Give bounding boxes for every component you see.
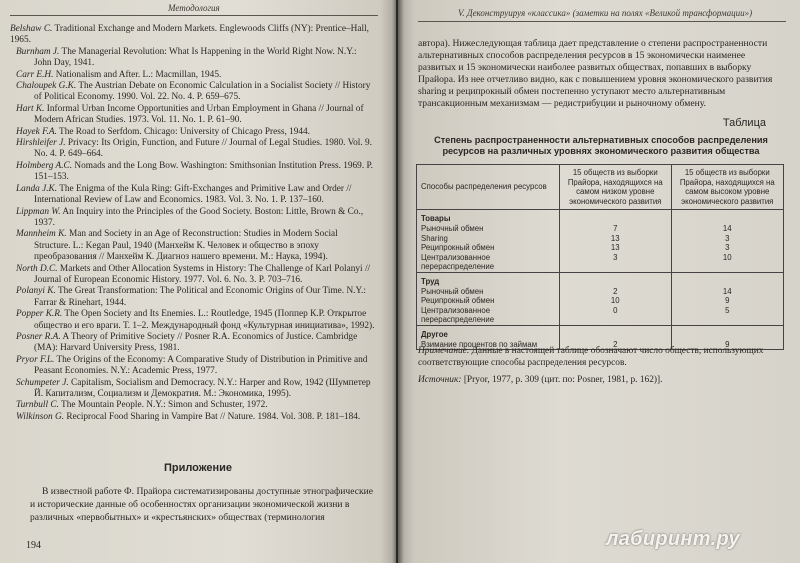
row-label: Реципрокный обмен bbox=[417, 296, 560, 306]
reference-text: The Austrian Debate on Economic Calculation in a Socialist Society // History of Political Economy. 1990. Vol. 22. No. 4. P. 659–675. bbox=[34, 81, 371, 103]
reference-entry bbox=[10, 127, 376, 138]
reference-entry bbox=[10, 47, 376, 70]
reference-text: The Mountain People. N.Y.: Simon and Schuster, 1972. bbox=[61, 400, 268, 411]
intro-paragraph: автора). Нижеследующая таблица дает представление о степени распространенности альтернативных способов распределения ресурсов в 15 экономически наименее развитых и 15 экономически наиболее развитых обществах, попавших в выборку Прайора. Из нее отчетливо видно, как с повышением уровня экономического развития sharing и реципрокный обмен постепенно уступают место альтернативным трансакционным механизмам — редистрибуции и рыночному обмену. bbox=[418, 38, 773, 109]
value-low: 10 bbox=[560, 296, 672, 306]
table-title: Степень распространенности альтернативных способов распределения ресурсов на различных уровнях экономического развития общества bbox=[434, 135, 768, 156]
table-group-row bbox=[417, 325, 784, 339]
reference-text: Capitalism, Socialism and Democracy. N.Y.: Harper and Row, 1942 (Шумпетер Й. Капитализм, Социализм и Демократия. М.: Экономика, 1995). bbox=[34, 377, 371, 399]
value-low: 0 bbox=[560, 306, 672, 326]
row-label: Взимание процентов по займам bbox=[417, 340, 560, 350]
appendix-title: Приложение bbox=[163, 462, 233, 474]
row-label: Централизованное перераспределение bbox=[417, 306, 560, 326]
column-header: Способы распределения ресурсов bbox=[417, 165, 560, 210]
table-cell bbox=[671, 325, 783, 339]
header-rule bbox=[10, 15, 378, 16]
row-label: Реципрокный обмен bbox=[417, 243, 560, 253]
distribution-table bbox=[416, 164, 784, 350]
table-row bbox=[417, 224, 784, 234]
book-gutter bbox=[392, 0, 404, 563]
table-row bbox=[417, 306, 784, 326]
reference-author: Burnham J. bbox=[16, 46, 60, 57]
table-group-row bbox=[417, 272, 784, 286]
reference-text: An Inquiry into the Principles of the Good Society. Boston: Little, Brown & Co., 1937. bbox=[34, 206, 364, 228]
group-label: Товары bbox=[417, 210, 560, 224]
reference-entry bbox=[10, 264, 376, 287]
source-label: Источник: bbox=[418, 375, 462, 385]
table-note bbox=[418, 346, 782, 369]
table-cell bbox=[560, 325, 672, 339]
row-label: Sharing bbox=[417, 234, 560, 244]
running-head-right: V. Деконструируя «классика» (заметки на полях «Великой трансформации») bbox=[458, 8, 753, 18]
reference-entry bbox=[10, 24, 376, 47]
reference-author: Carr E.H. bbox=[16, 69, 54, 80]
reference-entry bbox=[10, 378, 376, 401]
value-high: 10 bbox=[671, 253, 783, 273]
reference-author: Lippman W. bbox=[16, 206, 61, 217]
reference-author: Schumpeter J. bbox=[16, 377, 69, 388]
reference-author: Posner R.A. bbox=[16, 331, 61, 342]
running-head-left: Методология bbox=[168, 3, 220, 13]
table-cell bbox=[671, 210, 783, 224]
row-label: Централизованное перераспределение bbox=[417, 253, 560, 273]
reference-text: The Great Transformation: The Political and Economic Origins of Our Time. N.Y.: Farrar & Rinehart, 1944. bbox=[34, 286, 366, 308]
table-row bbox=[417, 287, 784, 297]
table-row bbox=[417, 296, 784, 306]
reference-author: Hayek F.A. bbox=[16, 126, 57, 137]
reference-entry bbox=[10, 184, 376, 207]
reference-entry bbox=[10, 104, 376, 127]
reference-author: Turnbull C. bbox=[16, 400, 59, 411]
value-high: 14 bbox=[671, 287, 783, 297]
table-row bbox=[417, 243, 784, 253]
column-header: 15 обществ из выборки Прайора, находящихся на самом низком уровне экономического развития bbox=[560, 165, 672, 210]
header-rule bbox=[418, 21, 786, 22]
table-cell bbox=[560, 210, 672, 224]
reference-author: Hart K. bbox=[16, 103, 45, 114]
reference-entry bbox=[10, 412, 376, 423]
value-low: 13 bbox=[560, 234, 672, 244]
row-label: Рыночный обмен bbox=[417, 287, 560, 297]
reference-text: Informal Urban Income Opportunities and Urban Employment in Ghana // Journal of Modern African Studies. 1973. Vol. 11. No. 1. P. 61–90. bbox=[34, 103, 364, 126]
reference-text: The Open Society and Its Enemies. L.: Routledge, 1945 (Поппер К.Р. Открытое общество и его враги. Т. 1–2. Международный фонд «Культурная инициатива», 1992). bbox=[34, 309, 375, 331]
reference-entry bbox=[10, 286, 376, 309]
reference-text: The Road to Serfdom. Chicago: University of Chicago Press, 1944. bbox=[59, 126, 311, 137]
reference-text: The Managerial Revolution: What Is Happening in the World Right Now. N.Y.: John Day, 1941. bbox=[34, 46, 357, 69]
column-header: 15 обществ из выборки Прайора, находящихся на самом высоком уровне экономического развития bbox=[671, 165, 783, 210]
reference-list bbox=[10, 24, 376, 423]
table-group-row bbox=[417, 210, 784, 224]
reference-entry bbox=[10, 70, 376, 81]
group-label: Другое bbox=[417, 325, 560, 339]
reference-entry bbox=[10, 309, 376, 332]
reference-author: Holmberg A.C. bbox=[16, 160, 73, 171]
value-high: 3 bbox=[671, 243, 783, 253]
reference-text: Man and Society in an Age of Reconstruction: Studies in Modern Social Structure. L.: Kegan Paul, 1940 (Манхейм К. Человек и общество в эпоху преобразования // Манхейм К. Диагноз нашего времени. М.: Наука, 1994). bbox=[34, 229, 338, 263]
row-label: Рыночный обмен bbox=[417, 224, 560, 234]
source-text: [Pryor, 1977, p. 309 (цит. по: Posner, 1981, p. 162)]. bbox=[463, 375, 663, 385]
reference-author: Chaloupek G.K. bbox=[16, 81, 77, 92]
reference-author: Popper K.R. bbox=[16, 309, 63, 320]
reference-text: Nomads and the Long Bow. Washington: Smithsonian Institution Press. 1969. P. 151–153. bbox=[34, 160, 373, 183]
value-low: 7 bbox=[560, 224, 672, 234]
reference-text: The Origins of the Economy: A Comparative Study of Distribution in Primitive and Peasant Economies. N.Y.: Academic Press, 1977. bbox=[34, 354, 368, 377]
reference-author: North D.C. bbox=[16, 263, 58, 274]
value-low: 2 bbox=[560, 287, 672, 297]
reference-text: A Theory of Primitive Society // Posner R.A. Economics of Justice. Cambridge (MA): Harvard University Press, 1981. bbox=[34, 331, 358, 354]
table-row bbox=[417, 253, 784, 273]
value-low: 3 bbox=[560, 253, 672, 273]
reference-author: Hirshleifer J. bbox=[16, 138, 66, 149]
reference-author: Polanyi K. bbox=[16, 286, 56, 297]
group-label: Труд bbox=[417, 272, 560, 286]
value-low: 2 bbox=[560, 340, 672, 350]
reference-text: Nationalism and After. L.: Macmillan, 1945. bbox=[55, 69, 222, 80]
appendix-text: В известной работе Ф. Прайора систематизированы доступные этнографические и исторические данные об особенностях организации экономической жизни в различных «первобытных» и «крестьянских» обществах (терминология bbox=[30, 486, 374, 523]
reference-entry bbox=[10, 400, 376, 411]
reference-text: Traditional Exchange and Modern Markets. Englewoods Cliffs (NY): Prentice–Hall, 1965. bbox=[10, 24, 369, 46]
value-high: 5 bbox=[671, 306, 783, 326]
table-header-row bbox=[417, 165, 784, 210]
value-high: 9 bbox=[671, 340, 783, 350]
table-cell bbox=[560, 272, 672, 286]
table-source bbox=[418, 375, 782, 385]
value-high: 3 bbox=[671, 234, 783, 244]
reference-author: Wilkinson G. bbox=[16, 411, 65, 422]
reference-entry bbox=[10, 81, 376, 104]
reference-author: Belshaw C. bbox=[10, 24, 53, 34]
left-page bbox=[0, 0, 396, 563]
note-text: Данные в настоящей таблице обозначают число обществ, использующих соответствующие способы распределения ресурсов. bbox=[418, 346, 764, 368]
table-row bbox=[417, 234, 784, 244]
reference-entry bbox=[10, 229, 376, 263]
reference-entry bbox=[10, 138, 376, 161]
value-low: 13 bbox=[560, 243, 672, 253]
reference-entry bbox=[10, 332, 376, 355]
reference-text: The Enigma of the Kula Ring: Gift-Exchanges and Primitive Law and Order // International Review of Law and Economics. 1983. Vol. 3. No. 1. P. 137–160. bbox=[34, 183, 352, 206]
reference-author: Mannheim K. bbox=[16, 229, 67, 240]
table-label: Таблица bbox=[722, 117, 766, 129]
reference-entry bbox=[10, 355, 376, 378]
right-page bbox=[398, 0, 800, 563]
value-high: 9 bbox=[671, 296, 783, 306]
reference-text: Reciprocal Food Sharing in Vampire Bat // Nature. 1984. Vol. 308. P. 181–184. bbox=[66, 411, 361, 422]
table-body bbox=[417, 210, 784, 350]
reference-text: Privacy: Its Origin, Function, and Future // Journal of Legal Studies. 1980. Vol. 9. No. 4. P. 649–664. bbox=[34, 138, 373, 160]
page-number: 194 bbox=[26, 540, 41, 551]
reference-author: Pryor F.L. bbox=[16, 354, 55, 365]
reference-entry bbox=[10, 207, 376, 230]
reference-text: Markets and Other Allocation Systems in History: The Challenge of Karl Polanyi // Journal of European Economic History. 1977. Vol. 6. No. 3. P. 703–716. bbox=[34, 263, 371, 285]
reference-entry bbox=[10, 161, 376, 184]
reference-author: Landa J.K. bbox=[16, 183, 58, 194]
note-label: Примечание. bbox=[418, 346, 470, 356]
table-cell bbox=[671, 272, 783, 286]
watermark-logo: лабиринт.ру bbox=[606, 528, 740, 550]
value-high: 14 bbox=[671, 224, 783, 234]
